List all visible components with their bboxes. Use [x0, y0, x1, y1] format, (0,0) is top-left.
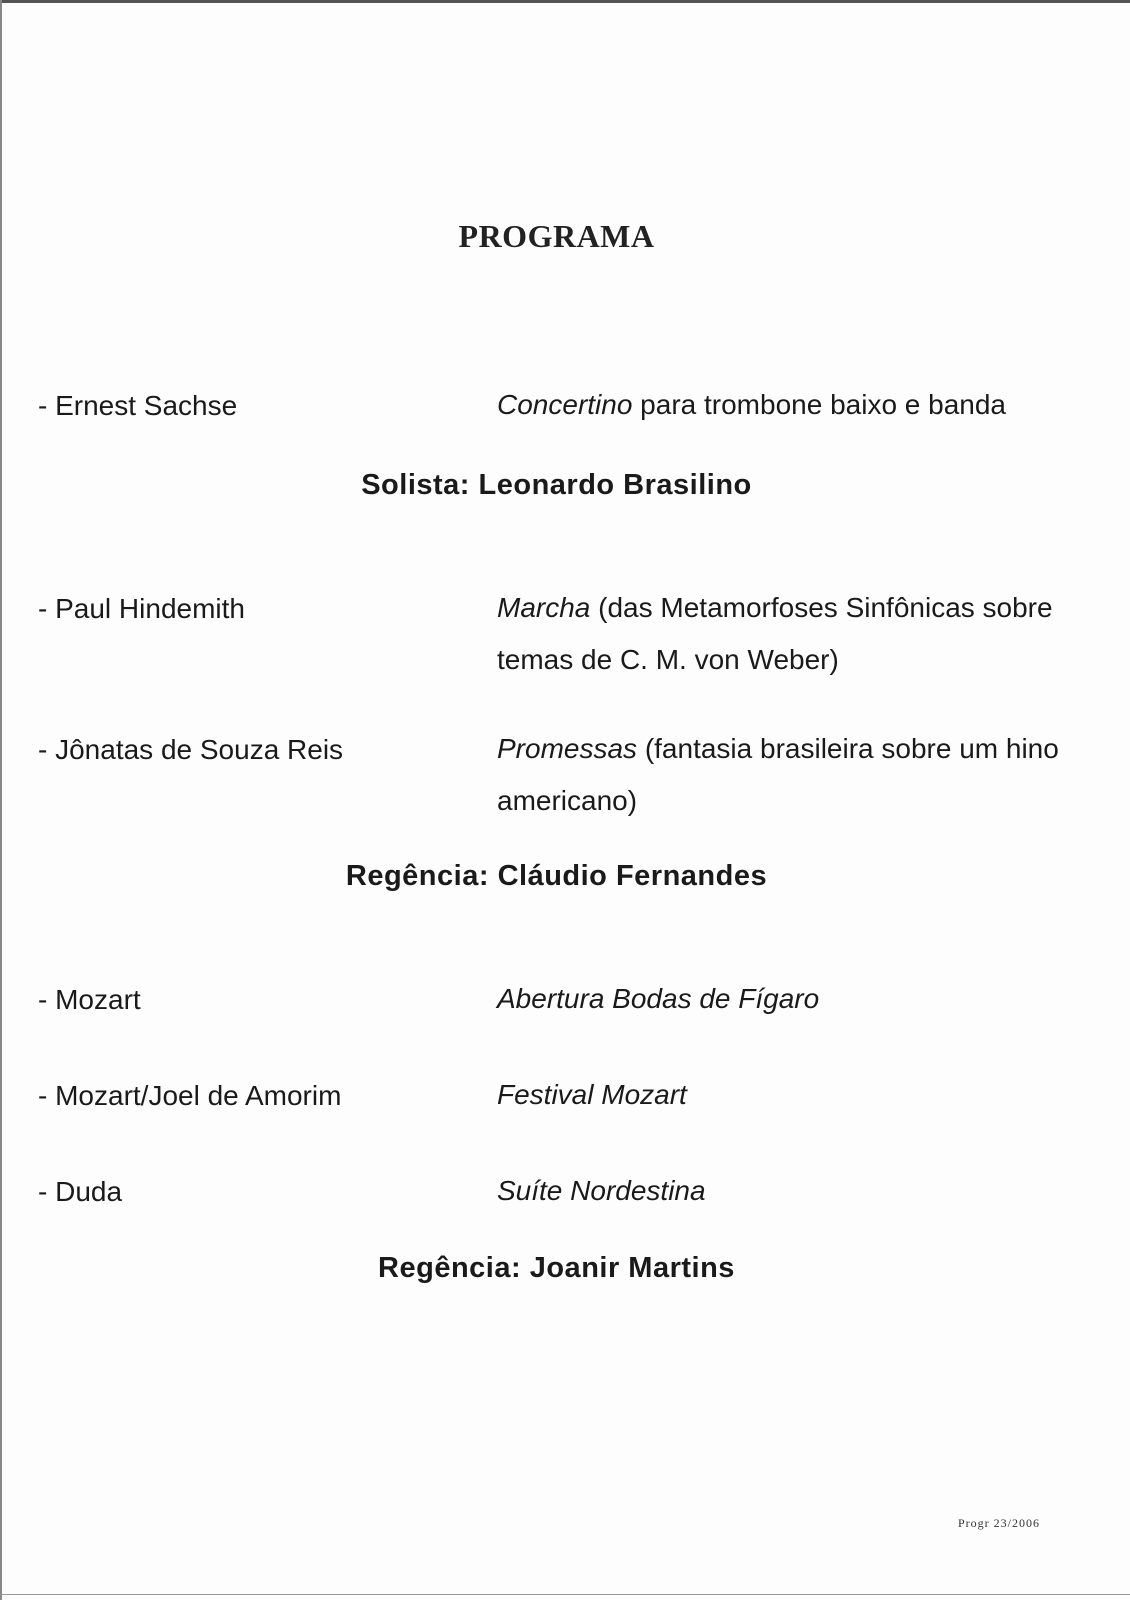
composer-duda: - Duda	[38, 1176, 123, 1207]
work-title: Concertino	[497, 389, 633, 420]
work-suite-nordestina	[497, 1165, 1097, 1217]
work-detail: (das Metamorfoses Sinfônicas sobre temas de C. M. von Weber)	[497, 592, 1053, 675]
work-title: Promessas	[497, 733, 638, 764]
work-detail: (fantasia brasileira sobre um hino americano)	[497, 733, 1059, 816]
credit-name: Cláudio Fernandes	[497, 860, 768, 892]
credit-name: Joanir Martins	[529, 1252, 735, 1284]
work-title: Festival Mozart	[497, 1079, 687, 1110]
composer-hindemith: - Paul Hindemith	[38, 593, 245, 624]
scan-edge-bottom	[0, 1594, 1130, 1595]
work-title: Suíte Nordestina	[497, 1175, 706, 1206]
work-marcha	[497, 582, 1097, 686]
work-bodas-figaro	[497, 973, 1097, 1025]
composer-reis: - Jônatas de Souza Reis	[38, 734, 344, 765]
footer-reference: Progr 23/2006	[958, 1516, 1040, 1530]
composer-mozart: - Mozart	[38, 984, 141, 1015]
credit-role: Solista:	[361, 469, 470, 501]
credit-soloist	[0, 469, 1113, 502]
credit-conductor-1	[0, 860, 1113, 893]
scan-edge-top	[0, 0, 1130, 3]
work-concertino	[497, 379, 1097, 431]
work-title: Marcha	[497, 592, 591, 623]
page-title: PROGRAMA	[458, 218, 655, 254]
work-promessas	[497, 723, 1097, 827]
work-detail: para trombone baixo e banda	[632, 389, 1007, 420]
credit-conductor-2	[0, 1252, 1113, 1285]
credit-role: Regência:	[378, 1252, 522, 1284]
credit-role: Regência:	[345, 860, 489, 892]
composer-sachse: - Ernest Sachse	[38, 390, 238, 421]
work-title: Abertura Bodas de Fígaro	[497, 983, 820, 1014]
credit-name: Leonardo Brasilino	[478, 469, 752, 501]
work-festival-mozart	[497, 1069, 1097, 1121]
composer-mozart-amorim: - Mozart/Joel de Amorim	[38, 1080, 342, 1111]
